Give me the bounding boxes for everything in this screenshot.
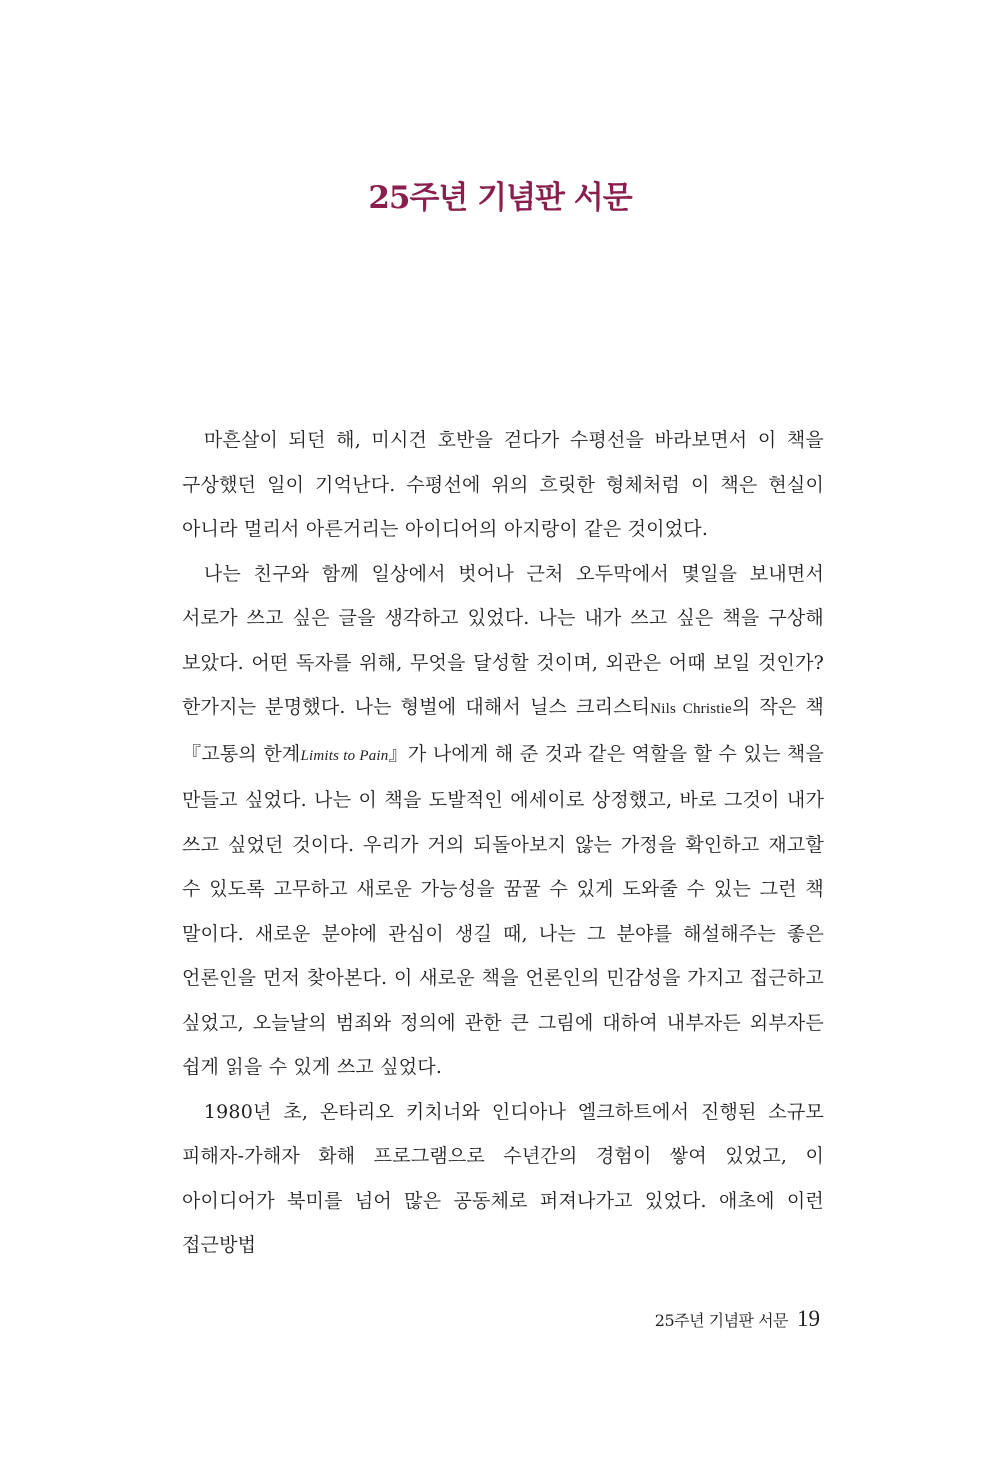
paragraph-2-text-a: 나는 친구와 함께 일상에서 벗어나 근처 오두막에서 몇일을 보내면서 서로가 쓰고 싶은 글을 생각하고 있었다. 나는 내가 쓰고 싶은 책을 구상해 보았다. 어떤 독자를 위해, 무엇을 달성할 것이며, 외관은 어때 보일 것인가? 한가지는 분명했다. 나는 형벌에 대해서 닐스 크리스티 <box>182 562 824 718</box>
paragraph-2 <box>182 552 824 1090</box>
body-text <box>182 418 824 1268</box>
chapter-title: 25주년 기념판 서문 <box>368 180 632 216</box>
paragraph-2-text-c: 』가 나에게 해 준 것과 같은 역할을 할 수 있는 책을 만들고 싶었다. 나는 이 책을 도발적인 에세이로 상정했고, 바로 그것이 내가 쓰고 싶었던 것이다. 우리가 거의 되돌아보지 않는 가정을 확인하고 재고할 수 있도록 고무하고 새로운 가능성을 꿈꿀 수 있게 도와줄 수 있는 그런 책 말이다. 새로운 분야에 관심이 생길 때, 나는 그 분야를 해설해주는 좋은 언론인을 먼저 찾아본다. 이 새로운 책을 언론인의 민감성을 가지고 접근하고 싶었고, 오늘날의 범죄와 정의에 관한 큰 그림에 대하여 내부자든 외부자든 쉽게 읽을 수 있게 쓰고 싶었다. <box>182 742 825 1078</box>
page-footer <box>655 1306 820 1332</box>
running-head: 25주년 기념판 서문 <box>654 1311 788 1330</box>
paragraph-2-text-b: 의 작은 책 『고통의 한계 <box>182 696 824 765</box>
author-name-english: Nils Christie <box>650 701 732 717</box>
paragraph-1: 마흔살이 되던 해, 미시건 호반을 걷다가 수평선을 바라보면서 이 책을 구상했던 일이 기억난다. 수평선에 위의 흐릿한 형체처럼 이 책은 현실이 아니라 멀리서 아른거리는 아이디어의 아지랑이 같은 것이었다. <box>182 429 824 540</box>
paragraph-3: 1980년 초, 온타리오 키치너와 인디아나 엘크하트에서 진행된 소규모 피해자-가해자 화해 프로그램으로 수년간의 경험이 쌓여 있었고, 이 아이디어가 북미를 넘어 많은 공동체로 퍼져나가고 있었다. 애초에 이런 접근방법 <box>182 1100 824 1256</box>
page-number: 19 <box>797 1306 820 1331</box>
book-title-english: Limits to Pain <box>300 747 389 764</box>
